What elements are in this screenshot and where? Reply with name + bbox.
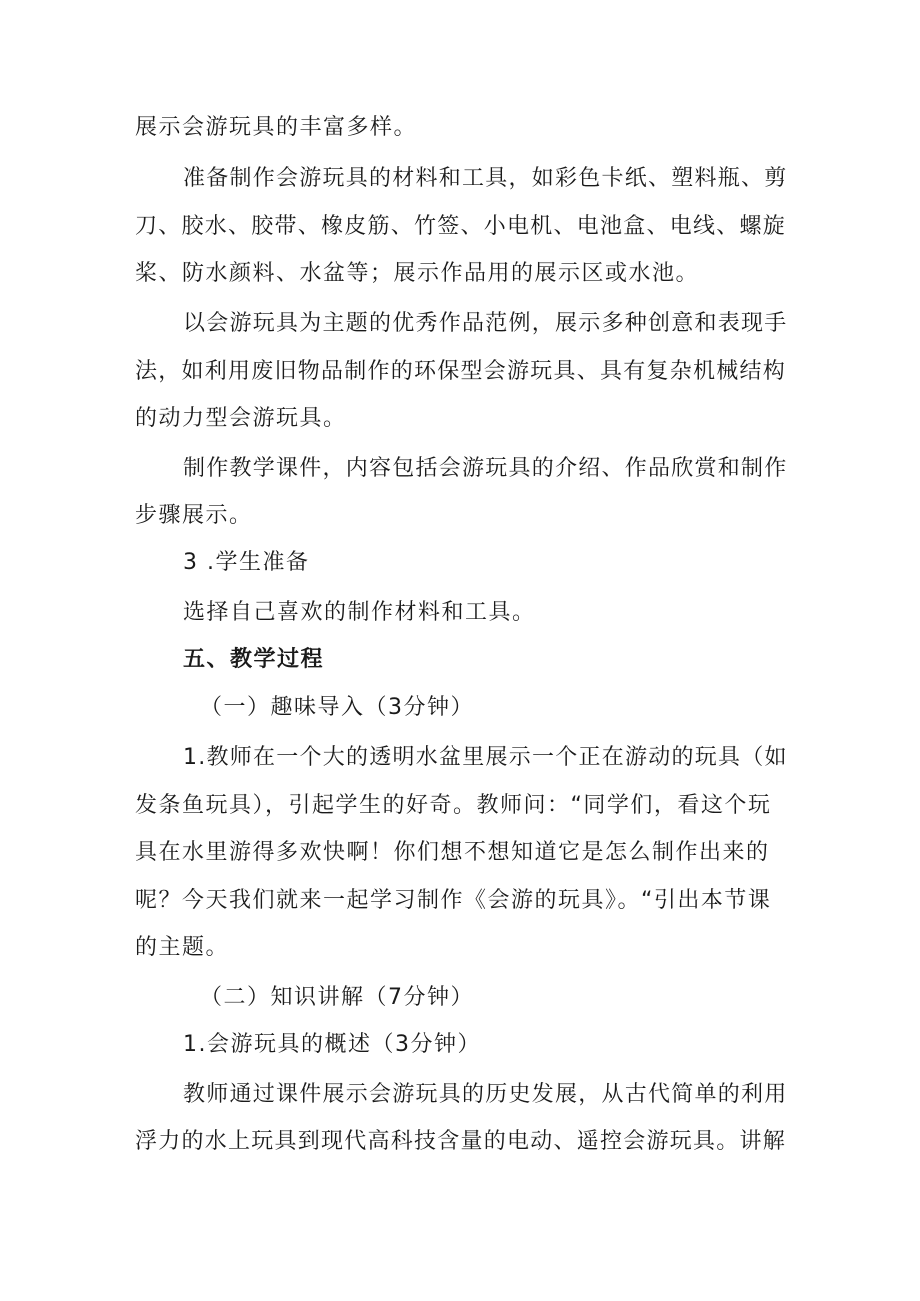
chapter-heading: 五、教学过程 [183, 647, 325, 672]
paragraph-line: 具在水里游得多欢快啊！你们想不想知道它是怎么制作出来的 [135, 840, 770, 865]
paragraph-line: 呢？今天我们就来一起学习制作《会游的玩具》。“引出本节课 [135, 888, 772, 913]
subsection-heading: （二）知识讲解（7分钟） [200, 985, 474, 1010]
paragraph-line: 的主题。 [135, 935, 230, 960]
paragraph-line: 选择自己喜欢的制作材料和工具。 [183, 600, 536, 625]
paragraph-line: 1.教师在一个大的透明水盆里展示一个正在游动的玩具（如 [183, 745, 788, 770]
paragraph-line: 的动力型会游玩具。 [135, 406, 347, 431]
paragraph-line: 浮力的水上玩具到现代高科技含量的电动、遥控会游玩具。讲解 [135, 1129, 787, 1154]
section-heading: 3 .学生准备 [183, 550, 310, 575]
paragraph-line: 教师通过课件展示会游玩具的历史发展，从古代简单的利用 [183, 1082, 788, 1107]
paragraph-line: 法，如利用废旧物品制作的环保型会游玩具、具有复杂机械结构 [135, 359, 787, 384]
subsection-heading: （一）趣味导入（3分钟） [200, 695, 474, 720]
paragraph-line: 准备制作会游玩具的材料和工具，如彩色卡纸、塑料瓶、剪 [183, 166, 788, 191]
item-heading: 1.会游玩具的概述（3分钟） [183, 1032, 481, 1057]
paragraph-line: 以会游玩具为主题的优秀作品范例，展示多种创意和表现手 [183, 311, 788, 336]
paragraph-line: 桨、防水颜料、水盆等；展示作品用的展示区或水池。 [135, 261, 700, 286]
paragraph-line: 展示会游玩具的丰富多样。 [135, 115, 418, 140]
paragraph-line: 发条鱼玩具），引起学生的好奇。教师问：“同学们，看这个玩 [135, 793, 772, 818]
paragraph-line: 步骤展示。 [135, 503, 253, 528]
paragraph-line: 制作教学课件，内容包括会游玩具的介绍、作品欣赏和制作 [183, 456, 788, 481]
paragraph-line: 刀、胶水、胶带、橡皮筋、竹签、小电机、电池盒、电线、螺旋 [135, 214, 787, 239]
